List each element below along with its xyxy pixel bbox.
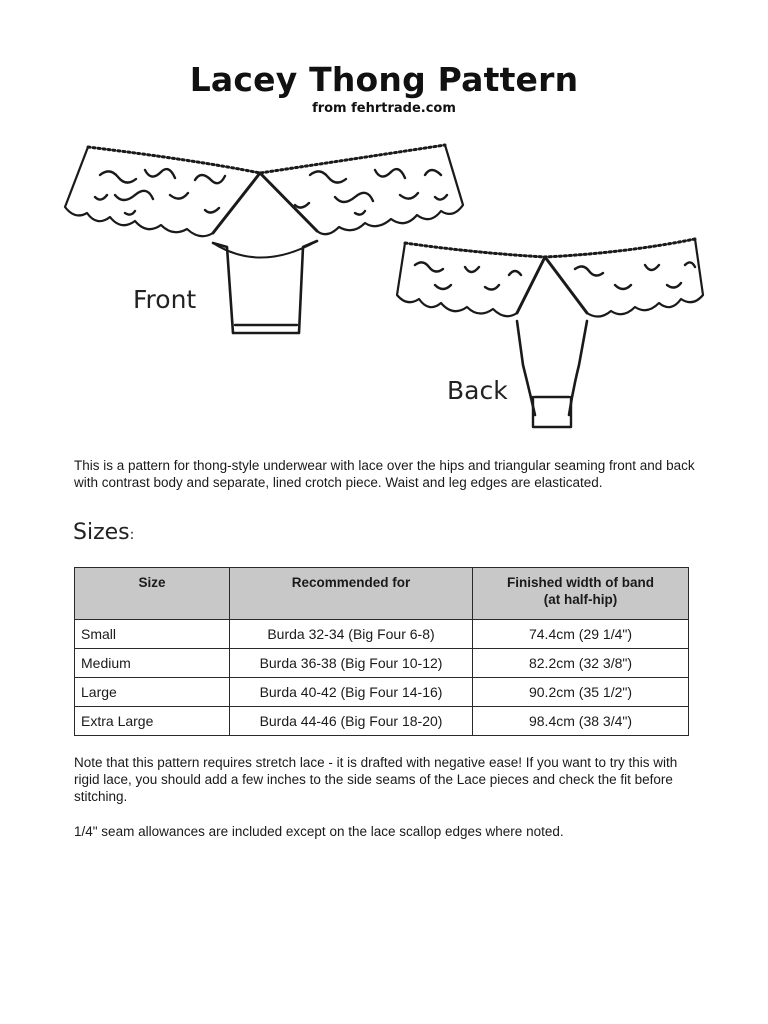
recommended-cell: Burda 40-42 (Big Four 14-16) [230, 678, 473, 707]
back-label: Back [447, 376, 508, 405]
sizes-heading-colon: : [129, 527, 135, 543]
sizes-heading [73, 520, 134, 545]
back-garment-drawing [397, 239, 703, 427]
width-cell: 90.2cm (35 1/2") [473, 678, 689, 707]
intro-paragraph: This is a pattern for thong-style underwear with lace over the hips and triangular seaming front and back with contrast body and separate, lined crotch piece. Waist and leg edges are elasticated. [74, 458, 695, 490]
size-cell: Small [75, 620, 230, 649]
size-cell: Extra Large [75, 707, 230, 736]
sizes-table [74, 567, 689, 736]
table-row [75, 678, 689, 707]
page-title: Lacey Thong Pattern [189, 60, 579, 99]
page-subtitle: from fehrtrade.com [312, 101, 456, 116]
size-cell: Medium [75, 649, 230, 678]
table-row [75, 707, 689, 736]
front-garment-drawing [65, 145, 463, 333]
width-cell: 98.4cm (38 3/4") [473, 707, 689, 736]
stretch-lace-note: Note that this pattern requires stretch lace - it is drafted with negative ease! If you want to try this with rigid lace, you should add a few inches to the side seams of the Lace pieces and check the fit before stitching. [74, 755, 678, 804]
sizes-heading-text: Sizes [73, 520, 130, 545]
header-finished-width-line1: Finished width of band [507, 575, 654, 590]
width-cell: 74.4cm (29 1/4") [473, 620, 689, 649]
header-recommended-for: Recommended for [230, 568, 473, 620]
thong-illustration [55, 135, 715, 435]
recommended-cell: Burda 44-46 (Big Four 18-20) [230, 707, 473, 736]
table-row [75, 620, 689, 649]
table-header-row [75, 568, 689, 620]
header-finished-width-line2: (at half-hip) [543, 592, 618, 607]
width-cell: 82.2cm (32 3/8") [473, 649, 689, 678]
recommended-cell: Burda 32-34 (Big Four 6-8) [230, 620, 473, 649]
size-cell: Large [75, 678, 230, 707]
table-row [75, 649, 689, 678]
header-size: Size [75, 568, 230, 620]
seam-allowance-note: 1/4" seam allowances are included except on the lace scallop edges where noted. [74, 824, 564, 839]
recommended-cell: Burda 36-38 (Big Four 10-12) [230, 649, 473, 678]
front-label: Front [133, 285, 197, 314]
header-finished-width [473, 568, 689, 620]
